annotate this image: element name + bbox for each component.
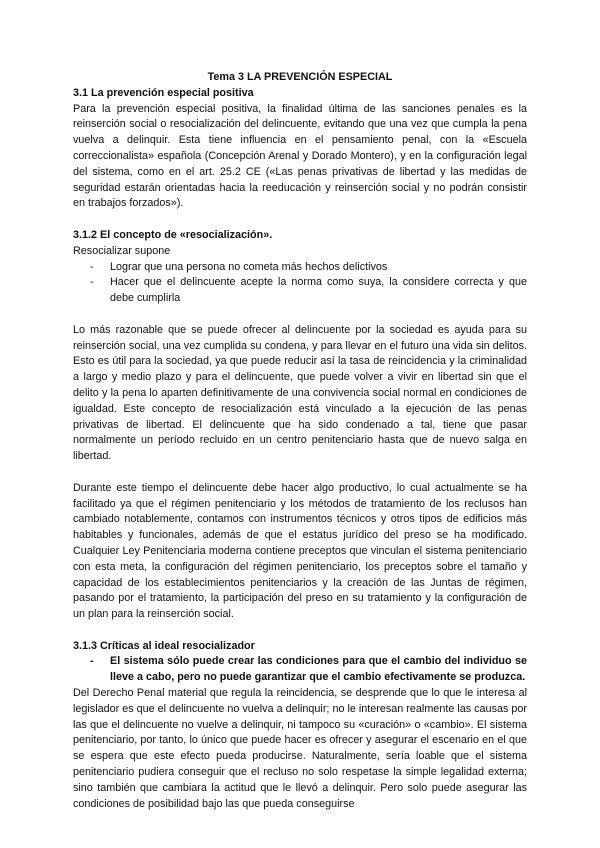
- section-3-1-3-paragraph: Del Derecho Penal material que regula la reincidencia, se desprende que lo que le interesa al legislador es que el delincuente no vuelva a delinquir; no le interesan realmente las causas por las que el delincuente no vuelve a delinquir, ni tampoco su «curación» o «cambio». El sistema penitenciario, por tanto, lo único que puede hacer es ofrecer y asegurar el escenario en el que se espera que este efecto pueda producirse. Naturalmente, sería loable que el sistema penitenciario pudiera conseguir que el recluso no solo respetase la simple legalidad externa; sino también que cambiara la actitud que le llevó a delinquir. Pero solo puede asegurar las condiciones de posibilidad bajo las que pueda conseguirse: [73, 687, 527, 810]
- section-3-1-2-heading: 3.1.2 El concepto de «resocialización».: [73, 228, 273, 241]
- list-item: - Hacer que el delincuente acepte la norma como suya, la considere correcta y que debe cumplirla: [73, 275, 527, 307]
- resocialization-list: [73, 260, 527, 307]
- section-3-1-2-intro: Resocializar supone: [73, 244, 171, 257]
- document-title: Tema 3 LA PREVENCIÓN ESPECIAL: [207, 71, 393, 83]
- criticism-list: [73, 654, 527, 686]
- list-item: - El sistema sólo puede crear las condiciones para que el cambio del individuo se lleve a cabo, pero no puede garantizar que el cambio efectivamente se produzca.: [73, 654, 527, 686]
- spacer: [73, 307, 527, 323]
- section-3-1-2-paragraph-1: Lo más razonable que se puede ofrecer al delincuente por la sociedad es ayuda para su reinserción social, una vez cumplida su condena, y para llevar en el futuro una vida sin delitos. Esto es útil para la sociedad, ya que puede reducir así la tasa de reincidencia y la criminalidad a largo y medio plazo y para el delincuente, que puede volver a vivir en libertad sin que el delito y la pena lo aparten definitivamente de una convivencia social normal en condiciones de igualdad. Este concepto de resocialización está vinculado a la ejecución de las penas privativas de libertad. El delincuente que ha sido condenado a tal, tiene que pasar normalmente un período recluido en un centro penitenciario hasta que de nuevo salga en libertad.: [73, 323, 527, 463]
- list-item: - Lograr que una persona no cometa más hechos delictivos: [73, 260, 527, 276]
- spacer: [73, 623, 527, 639]
- section-3-1-paragraph: Para la prevención especial positiva, la finalidad última de las sanciones penales es la reinserción social o resocialización del delincuente, evitando que una vez que cumpla la pena vuelva a delinquir. Esta tiene influencia en el pensamiento penal, con la «Escuela correccionalista» española (Concepción Arenal y Dorado Montero), y en la configuración legal del sistema, como en el art. 25.2 CE («Las penas privativas de libertad y las medidas de seguridad estarán orientadas hacia la reeducación y reinserción social y no podrán consistir en trabajos forzados»).: [73, 102, 527, 210]
- spacer: [73, 465, 527, 481]
- spacer: [73, 212, 527, 228]
- section-3-1-heading: 3.1 La prevención especial positiva: [73, 86, 254, 99]
- section-3-1-3-heading: 3.1.3 Críticas al ideal resocializador: [73, 639, 255, 652]
- section-3-1-2-paragraph-2: Durante este tiempo el delincuente debe hacer algo productivo, lo cual actualmente se ha facilitado ya que el régimen penitenciario y los métodos de tratamiento de los reclusos han cambiado notablemente, contamos con instrumentos técnicos y otros tipos de edificios más habitables y funcionales, además de que el estatus jurídico del preso se ha modificado. Cualquier Ley Penitenciaria moderna contiene preceptos que vinculan el sistema penitenciario con esta meta, la configuración del régimen penitenciario, los preceptos sobre el tamaño y capacidad de los establecimientos penitenciarios y la creación de las Juntas de régimen, pasando por el tratamiento, la participación del preso en su tratamiento y la configuración de un plan para la reinserción social.: [73, 481, 527, 621]
